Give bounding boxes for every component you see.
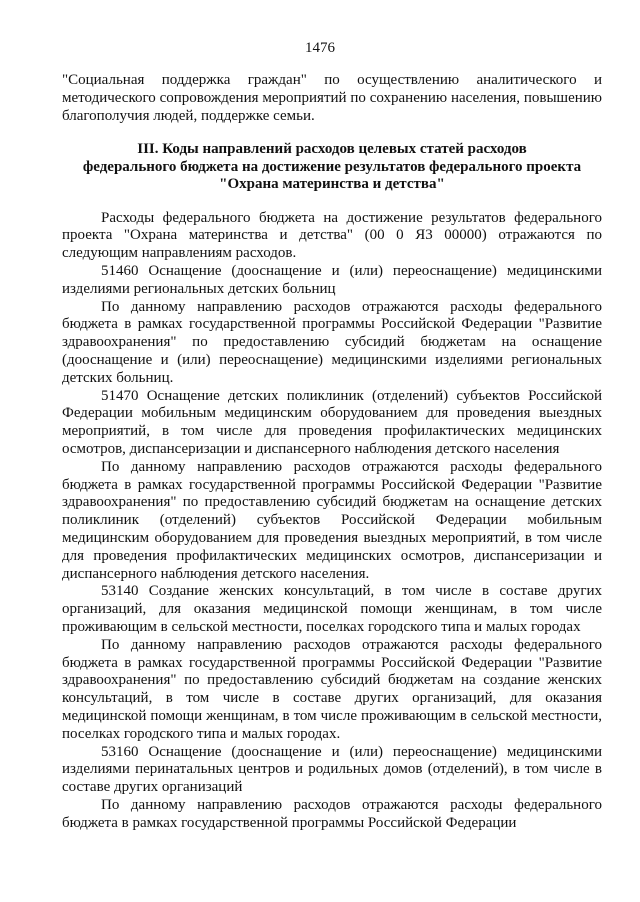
section-heading-line-3: "Охрана материнства и детства": [219, 176, 445, 193]
paragraph-53140-description: По данному направлению расходов отражаются расходы федерального бюджета в рамках государственной программы Российской Федерации "Развитие здравоохранения" по предоставлению субсидий бюджетам на создание женских консультаций, в том числе в составе других организаций, для оказания медицинской помощи женщинам, в том числе проживающим в сельской местности, поселках городского типа и малых городах.: [62, 636, 602, 742]
page-number: 1476: [305, 40, 335, 56]
section-heading-line-1: III. Коды направлений расходов целевых статей расходов: [137, 141, 527, 158]
paragraph-code-51470: 51470 Оснащение детских поликлиник (отделений) субъектов Российской Федерации мобильным медицинским оборудованием для проведения выездных мероприятий, в том числе для проведения профилактических медицинских осмотров, диспансеризации и диспансерного наблюдения детского населения: [62, 387, 602, 457]
paragraph-51470-description: По данному направлению расходов отражаются расходы федерального бюджета в рамках государственной программы Российской Федерации "Развитие здравоохранения" по предоставлению субсидий бюджетам на оснащение детских поликлиник (отделений) субъектов Российской Федерации мобильным медицинским оборудованием для проведения выездных мероприятий, в том числе для проведения профилактических медицинских осмотров, диспансеризации и диспансерного наблюдения детского населения.: [62, 458, 602, 582]
paragraph-code-51460: 51460 Оснащение (дооснащение и (или) переоснащение) медицинскими изделиями региональных детских больниц: [62, 263, 602, 297]
paragraph-code-53140: 53140 Создание женских консультаций, в том числе в составе других организаций, для оказания медицинской помощи женщинам, в том числе проживающим в сельской местности, поселках городского типа и малых городах: [62, 583, 602, 635]
intro-continuation-paragraph: "Социальная поддержка граждан" по осуществлению аналитического и методического сопровождения мероприятий по сохранению населения, повышению благополучия людей, поддержке семьи.: [62, 72, 602, 124]
document-body: [62, 72, 602, 833]
paragraph-code-53160: 53160 Оснащение (дооснащение и (или) переоснащение) медицинскими изделиями перинатальных центров и родильных домов (отделений), в том числе в составе других организаций: [62, 743, 602, 796]
paragraph-intro-expenses: Расходы федерального бюджета на достижение результатов федерального проекта "Охрана материнства и детства" (00 0 Я3 00000) отражаются по следующим направлениям расходов.: [62, 209, 602, 262]
section-heading-line-2: федерального бюджета на достижение результатов федерального проекта: [82, 158, 582, 175]
section-heading: [62, 141, 602, 193]
paragraph-51460-description: По данному направлению расходов отражаются расходы федерального бюджета в рамках государственной программы Российской Федерации "Развитие здравоохранения" по предоставлению субсидий бюджетам на оснащение (дооснащение и (или) переоснащение) медицинскими изделиями региональных детских больниц.: [62, 298, 602, 386]
paragraph-53160-description: По данному направлению расходов отражаются расходы федерального бюджета в рамках государственной программы Российской Федерации: [62, 796, 602, 831]
